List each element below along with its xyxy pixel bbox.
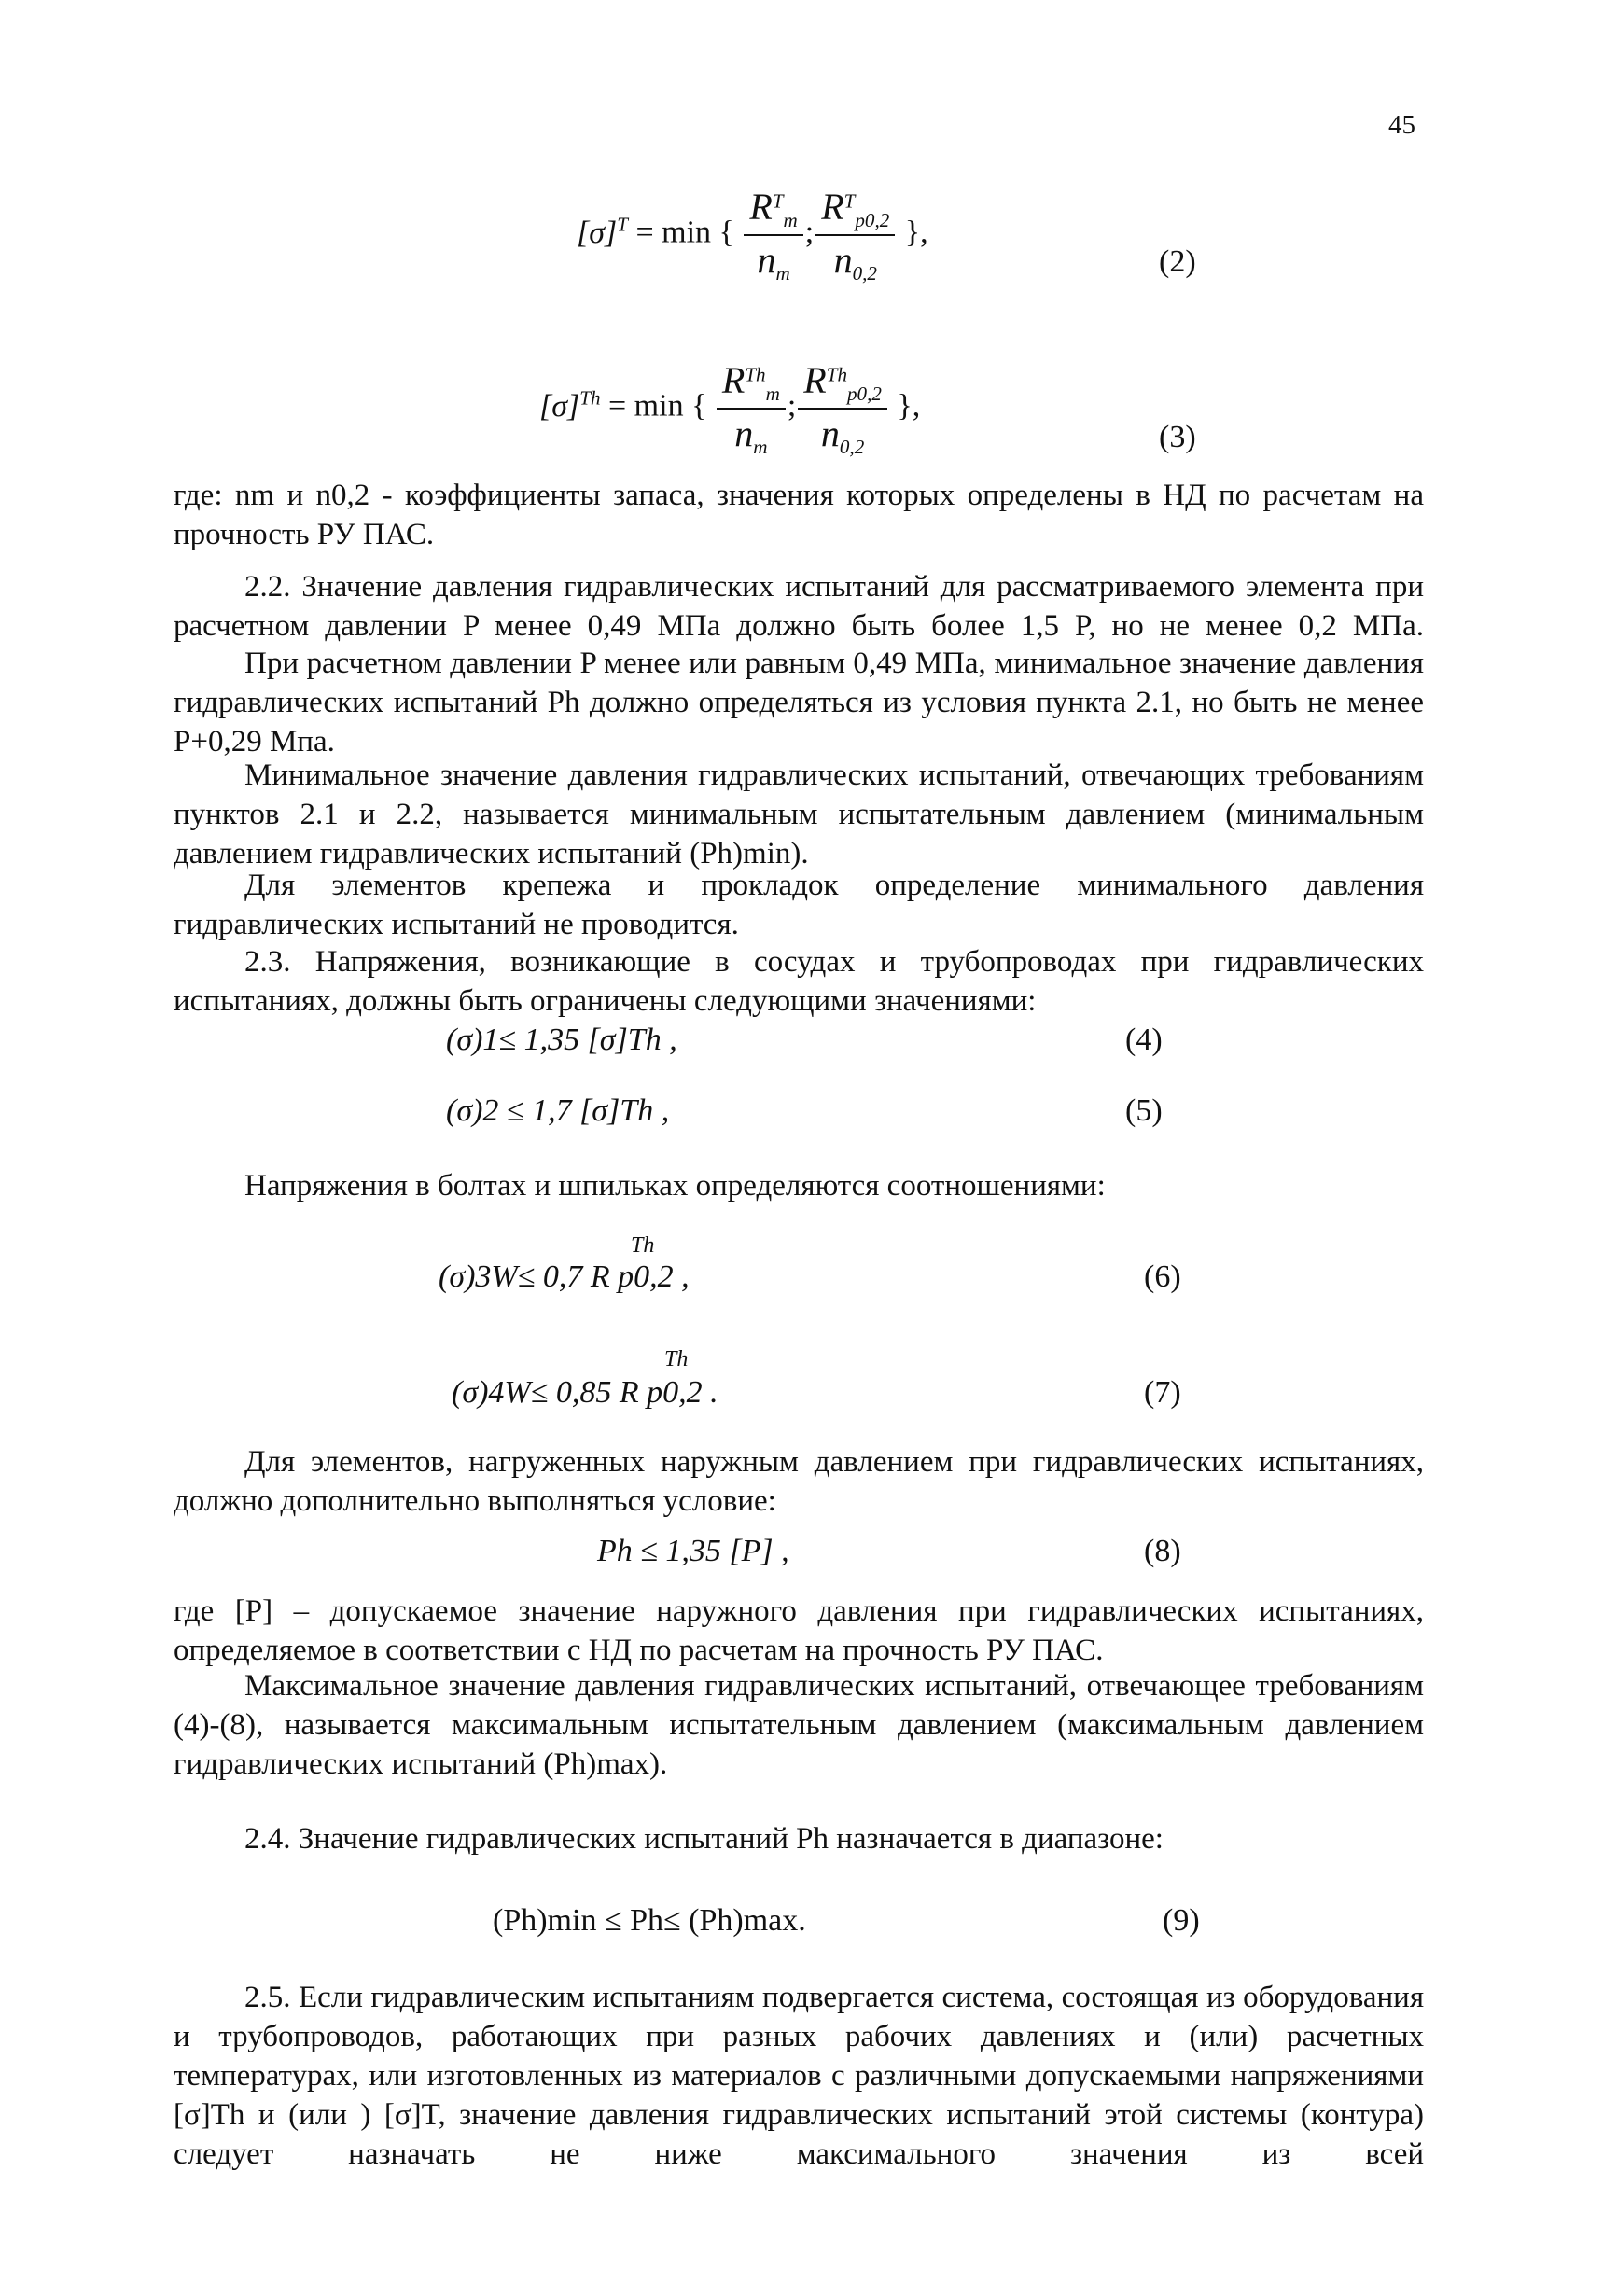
- paragraph-fasteners: Для элементов крепежа и прокладок определение минимального давления гидравлических испытаний не проводится.: [174, 869, 1424, 941]
- definition-paragraph-1: где: nm и n0,2 - коэффициенты запаса, значения которых определены в НД по расчетам на прочность РУ ПАС.: [174, 479, 1424, 551]
- page-number: 45: [1388, 110, 1415, 140]
- equation-6: (σ)3W≤ 0,7 R p0,2 ,: [439, 1259, 690, 1294]
- paragraph-2-5: 2.5. Если гидравлическим испытаниям подвергается система, состоящая из оборудования и трубопроводов, работающих при разных рабочих давлениях и (или) расчетных температурах, или изготовленных из материалов с различными допускаемыми напряжениями [σ]Th и (или ) [σ]T, значение давления гидравлических испытаний этой системы (контура) следует назначать не ниже максимального значения из всей: [174, 1981, 1424, 2171]
- equation-3: $[\sigma]^{Th} = \min$ { $\frac{R^{Th}_m}{n_m}$ ; $\frac{R^{Th}_{p0,2}}{n_{0,2}}$ },: [539, 359, 921, 458]
- equation-5: (σ)2 ≤ 1,7 [σ]Th ,: [446, 1093, 670, 1128]
- paragraph-2-4: 2.4. Значение гидравлических испытаний Ph назначается в диапазоне:: [244, 1822, 1164, 1856]
- paragraph-external-pressure: Для элементов, нагруженных наружным давлением при гидравлических испытаниях, должно дополнительно выполняться условие:: [174, 1445, 1424, 1518]
- equation-7-number: (7): [1144, 1375, 1181, 1410]
- paragraph-minimum-pressure: Минимальное значение давления гидравлических испытаний, отвечающих требованиям пунктов 2.1 и 2.2, называется минимальным испытательным давлением (минимальным давлением гидравлических испытаний (Ph)min).: [174, 758, 1424, 870]
- equation-6-number: (6): [1144, 1259, 1181, 1294]
- equation-3-number: (3): [1159, 420, 1196, 454]
- equation-8-number: (8): [1144, 1534, 1181, 1568]
- paragraph-maximum-pressure: Максимальное значение давления гидравлических испытаний, отвечающее требованиям (4)-(8), называется максимальным испытательным давлением (максимальным давлением гидравлических испытаний (Ph)max).: [174, 1669, 1424, 1781]
- equation-9: (Ph)min ≤ Ph≤ (Ph)max.: [493, 1903, 806, 1938]
- equation-2-number: (2): [1159, 244, 1196, 279]
- equation-9-number: (9): [1163, 1903, 1200, 1938]
- equation-2: $[\sigma]^T = \min$ { $\frac{R^T_m}{n_m}$ ; $\frac{R^T_{p0,2}}{n_{0,2}}$ },: [577, 186, 928, 285]
- equation-8: Ph ≤ 1,35 [P] ,: [597, 1534, 789, 1568]
- equation-5-number: (5): [1125, 1093, 1163, 1128]
- equation-6-superscript: Th: [631, 1233, 655, 1258]
- equation-7: (σ)4W≤ 0,85 R p0,2 .: [452, 1375, 718, 1410]
- definition-paragraph-2: где [P] – допускаемое значение наружного давления при гидравлических испытаниях, определяемое в соответствии с НД по расчетам на прочность РУ ПАС.: [174, 1594, 1424, 1667]
- equation-4-number: (4): [1125, 1023, 1163, 1057]
- equation-7-superscript: Th: [664, 1347, 689, 1371]
- paragraph-design-pressure: При расчетном давлении P менее или равным 0,49 МПа, минимальное значение давления гидравлических испытаний Ph должно определяться из условия пункта 2.1, но быть не менее P+0,29 Мпа.: [174, 647, 1424, 758]
- paragraph-bolts: Напряжения в болтах и шпильках определяются соотношениями:: [244, 1169, 1106, 1203]
- paragraph-2-3: 2.3. Напряжения, возникающие в сосудах и трубопроводах при гидравлических испытаниях, должны быть ограничены следующими значениями:: [174, 945, 1424, 1018]
- paragraph-2-2: 2.2. Значение давления гидравлических испытаний для рассматриваемого элемента при расчетном давлении P менее 0,49 МПа должно быть более 1,5 Р, но не менее 0,2 МПа.: [174, 570, 1424, 643]
- equation-4: (σ)1≤ 1,35 [σ]Th ,: [446, 1023, 677, 1057]
